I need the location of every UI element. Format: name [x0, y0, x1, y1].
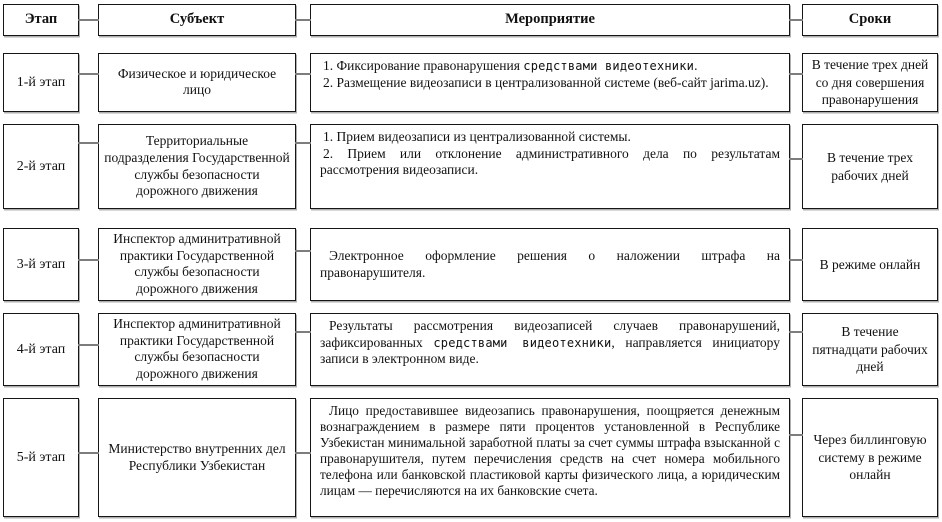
terms-box [802, 398, 938, 517]
stage-label: 4-й этап [16, 341, 66, 357]
text-segment: 2. Прием или отклонение административного дела по результатам рассмотрения видеозаписи. [320, 145, 780, 178]
row-stage-5 [3, 398, 938, 517]
connector-line [295, 331, 311, 333]
terms-box [802, 313, 938, 386]
header-terms-label: Сроки [848, 11, 892, 28]
header-stage-label: Этап [24, 11, 58, 28]
stage-label: 5-й этап [16, 449, 66, 465]
connector-line [295, 250, 311, 252]
header-stage-box [3, 4, 79, 36]
stage-box [3, 398, 79, 517]
connector-line [78, 452, 99, 454]
connector-line [789, 158, 803, 160]
stage-label: 2-й этап [16, 158, 66, 174]
text-segment: 1. Прием видеозаписи из централизованной системы. [323, 129, 631, 144]
connector [790, 228, 802, 301]
connector [790, 4, 802, 36]
stage-box [3, 124, 79, 209]
subject-label: Территориальные подразделения Государственной службы безопасности дорожного движения [104, 133, 290, 199]
header-subject-box [98, 4, 296, 36]
terms-label: В течение пятнадцати рабочих дней [812, 324, 928, 375]
connector-line [295, 19, 311, 21]
alt-font-segment: средствами видеотехники [523, 59, 695, 73]
subject-label: Инспектор админитративной практики Государственной службы безопасности дорожного движения [113, 231, 281, 297]
connector [296, 4, 310, 36]
terms-box [802, 53, 938, 112]
connector-line [789, 434, 803, 436]
connector [296, 313, 310, 386]
terms-box [802, 124, 938, 209]
header-row [3, 4, 938, 36]
stage-label: 3-й этап [16, 256, 66, 272]
connector [79, 313, 98, 386]
terms-label: В режиме онлайн [819, 256, 921, 272]
connector [790, 398, 802, 517]
text-segment: Результаты рассмотрения видеозаписей случаев правонарушений, зафиксированных [320, 318, 780, 350]
text-segment: 2. Размещение видеозаписи в централизованной системе (веб-сайт jarima.uz). [323, 74, 769, 90]
connector [296, 53, 310, 112]
stage-box [3, 53, 79, 112]
connector-line [78, 142, 99, 144]
header-activity-box [310, 4, 790, 36]
row-stage-2 [3, 124, 938, 209]
connector-line [789, 73, 803, 75]
subject-label: Инспектор админитративной практики Государственной службы безопасности дорожного движения [113, 316, 281, 382]
subject-label: Физическое и юридическое лицо [117, 65, 277, 98]
connector-line [78, 19, 99, 21]
stage-label: 1-й этап [16, 74, 66, 90]
connector [296, 228, 310, 301]
activity-paragraph [320, 318, 780, 368]
activity-item [320, 75, 780, 92]
activity-item [320, 129, 780, 146]
text-segment: , направляется инициатору записи в электронном виде. [320, 334, 780, 367]
activity-paragraph [320, 403, 780, 499]
activity-box [310, 228, 790, 301]
subject-box [98, 124, 296, 209]
row-stage-4 [3, 313, 938, 383]
header-activity-label: Мероприятие [505, 11, 595, 28]
connector [790, 53, 802, 112]
subject-box [98, 53, 296, 112]
terms-label: Через биллинговую систему в режиме онлайн [813, 432, 927, 483]
connector-line [789, 331, 803, 333]
header-subject-label: Субъект [169, 11, 225, 28]
connector-line [789, 19, 803, 21]
text-segment: Электронное оформление решения о наложении штрафа на правонарушителя. [320, 248, 780, 280]
subject-box [98, 313, 296, 386]
terms-label: В течение трех дней со дня совершения правонарушения [811, 57, 929, 108]
text-segment: . [694, 58, 698, 73]
connector [79, 124, 98, 209]
connector [790, 124, 802, 209]
connector [79, 53, 98, 112]
terms-label: В течение трех рабочих дней [827, 149, 913, 183]
stage-box [3, 228, 79, 301]
activity-box [310, 53, 790, 112]
text-segment: Лицо предоставившее видеозапись правонарушения, поощряется денежным вознаграждением в размере пяти процентов установленной в Республике Узбекистан минимальной заработной платы за счет суммы штрафа взысканной с правонарушителя, путем перечисления средств на счет номера мобильного телефона или банковской пластиковой карты физического лица, а юридическим лицам — перечисляются на их банковские счета. [320, 403, 780, 499]
activity-item [320, 58, 780, 75]
connector [296, 124, 310, 209]
alt-font-segment: средствами видеотехники [433, 335, 612, 350]
stage-box [3, 313, 79, 386]
connector [296, 398, 310, 517]
connector-line [78, 259, 99, 261]
row-stage-3 [3, 228, 938, 295]
activity-paragraph [320, 248, 780, 281]
subject-label: Министерство внутренних дел Республики Узбекистан [108, 440, 286, 473]
row-stage-1 [3, 53, 938, 111]
connector [79, 4, 98, 36]
activity-box [310, 124, 790, 209]
subject-box [98, 398, 296, 517]
connector-line [789, 259, 803, 261]
connector [79, 398, 98, 517]
connector-line [295, 452, 311, 454]
header-terms-box [802, 4, 938, 36]
terms-box [802, 228, 938, 301]
activity-item [320, 146, 780, 179]
connector-line [295, 73, 311, 75]
subject-box [98, 228, 296, 301]
connector-line [78, 344, 99, 346]
connector [790, 313, 802, 386]
activity-box [310, 398, 790, 517]
connector-line [295, 142, 311, 144]
connector [79, 228, 98, 301]
connector-line [78, 73, 99, 75]
activity-box [310, 313, 790, 386]
text-segment: 1. Фиксирование правонарушения [323, 58, 524, 73]
